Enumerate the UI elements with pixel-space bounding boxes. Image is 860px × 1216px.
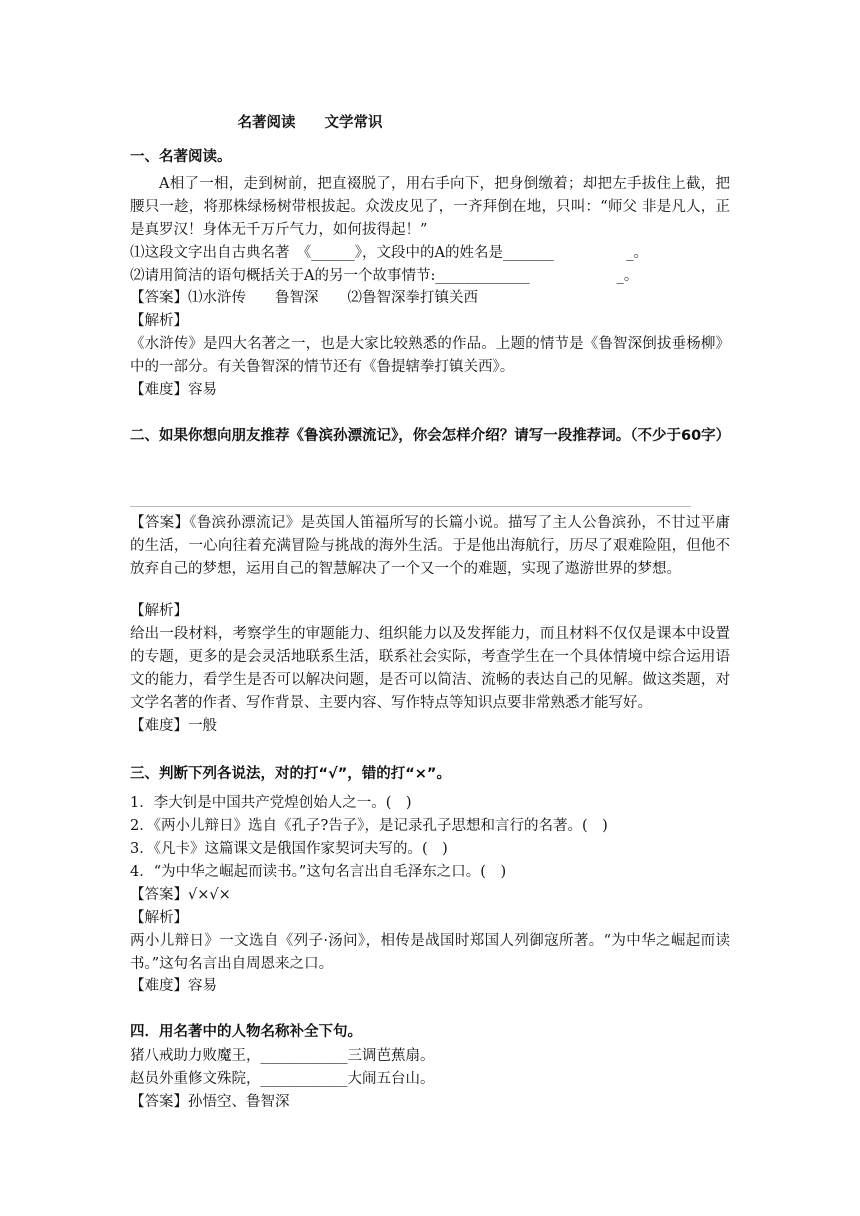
section-2-difficulty: 【难度】一般 bbox=[130, 718, 217, 734]
judgment-item-1: 1．李大钊是中国共产党煌创始人之一。( ) bbox=[130, 795, 412, 811]
section-1-analysis-label: 【解析】 bbox=[130, 313, 188, 329]
section-3-answer: 【答案】√×√× bbox=[130, 887, 231, 903]
section-2-answer: 【答案】《鲁滨孙漂流记》是英国人笛福所写的长篇小说。描写了主人公鲁滨孙，不甘过平庸的生活，一心向往着充满冒险与挑战的海外生活。于是他出海航行，历尽了艰难险阻，但他不放弃自己的梦想，运用自己的智慧解决了一个又一个的难题，实现了遨游世界的梦想。 bbox=[130, 515, 730, 577]
section-1-passage: A相了一相，走到树前，把直裰脱了，用右手向下，把身倒缴着；却把左手拔住上截，把腰只一趁，将那株绿杨树带根拔起。众泼皮见了，一齐拜倒在地，只叫：“师父 非是凡人，正是真罗汉！身体无千万斤气力，如何拔得起！” bbox=[130, 176, 730, 238]
section-1-question-2: ⑵请用简洁的语句概括关于A的另一个故事情节:_____________ _。 bbox=[130, 268, 639, 284]
judgment-item-2: 2．《两小儿辩日》选自《孔子?告子》，是记录孔子思想和言行的名著。( ) bbox=[130, 818, 608, 834]
section-1-analysis: 《水浒传》是四大名著之一，也是大家比较熟悉的作品。上题的情节是《鲁智深倒拔垂杨柳》中的一部分。有关鲁智深的情节还有《鲁提辖拳打镇关西》。 bbox=[130, 336, 730, 375]
section-3-analysis-label: 【解析】 bbox=[130, 910, 188, 926]
section-2-analysis-label: 【解析】 bbox=[130, 603, 188, 619]
section-2-analysis: 给出一段材料，考察学生的审题能力、组织能力以及发挥能力，而且材料不仅仅是课本中设置的专题，更多的是会灵活地联系生活，联系社会实际，考查学生在一个具体情境中综合运用语文的能力，看学生是否可以解决问题，是否可以简洁、流畅的表达自己的见解。做这类题，对文学名著的作者、写作背景、主要内容、写作特点等知识点要非常熟悉才能写好。 bbox=[130, 626, 730, 711]
section-3-difficulty: 【难度】容易 bbox=[130, 978, 217, 994]
section-1-heading: 一、名著阅读。 bbox=[130, 149, 232, 165]
section-4-heading: 四．用名著中的人物名称补全下句。 bbox=[130, 1024, 362, 1040]
section-3-analysis: 两小儿辩日》一文选自《列子·汤问》，相传是战国时郑国人列御寇所著。“为中华之崛起而读书。”这句名言出自周恩来之口。 bbox=[130, 933, 730, 972]
section-1-answer: 【答案】⑴水浒传 鲁智深 ⑵鲁智深拳打镇关西 bbox=[130, 290, 478, 306]
section-2-heading: 二、如果你想向朋友推荐《鲁滨孙漂流记》，你会怎样介绍？请写一段推荐词。（不少于60字） bbox=[130, 428, 731, 444]
judgment-item-3: 3．《凡卡》这篇课文是俄国作家契诃夫写的。( ) bbox=[130, 841, 448, 857]
judgment-item-4: 4．“为中华之崛起而读书。”这句名言出自毛泽东之口。( ) bbox=[130, 864, 507, 880]
answer-write-line bbox=[130, 506, 691, 507]
section-1-question-1: ⑴这段文字出自古典名著 《______》，文段中的A的姓名是_______ _。 bbox=[130, 245, 648, 261]
section-3-heading: 三、判断下列各说法，对的打“√”，错的打“×”。 bbox=[130, 766, 451, 782]
section-4-answer: 【答案】孙悟空、鲁智深 bbox=[130, 1094, 290, 1110]
page-title: 名著阅读 文学常识 bbox=[237, 115, 383, 131]
fill-blank-line-1: 猪八戒助力败魔王，____________三调芭蕉扇。 bbox=[130, 1048, 435, 1064]
fill-blank-line-2: 赵员外重修文殊院，____________大闹五台山。 bbox=[130, 1071, 435, 1087]
section-1-difficulty: 【难度】容易 bbox=[130, 382, 217, 398]
